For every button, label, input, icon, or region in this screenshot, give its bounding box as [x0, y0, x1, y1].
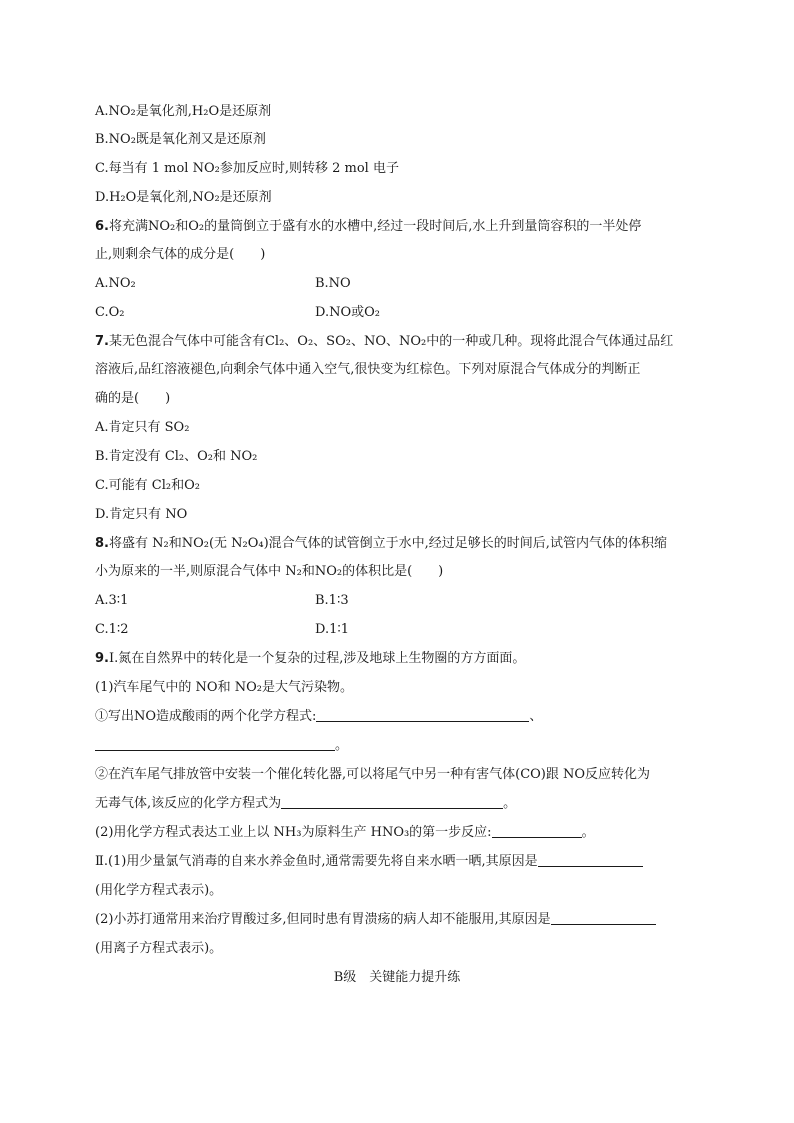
q8-stem-line1: [95, 535, 667, 553]
q9-p1-2-line1: ②在汽车尾气排放管中安装一个催化转化器,可以将尾气中另一种有害气体(CO)跟 NO反应转化为: [95, 767, 651, 782]
q9-part1-intro: Ⅰ.氮在自然界中的转化是一个复杂的过程,涉及地球上生物圈的方方面面。: [108, 651, 526, 666]
q6-stem-line2: 止,则剩余气体的成分是( ): [95, 247, 266, 262]
q7-stem-line1: [95, 333, 673, 351]
q9-p2: [95, 824, 595, 842]
q9-p1-1-cont: [95, 737, 348, 755]
answer-blank-2[interactable]: [95, 737, 335, 751]
q9-part2-2-line2: (用离子方程式表示)。: [95, 941, 223, 956]
q8-number: 8.: [95, 536, 109, 551]
q7-option-d: D.肯定只有 NO: [95, 507, 188, 522]
q9-p2-text: (2)用化学方程式表达工业上以 NH₃为原料生产 HNO₃的第一步反应:: [95, 825, 492, 840]
q6-options-row2: [95, 304, 380, 322]
q6-number: 6.: [95, 219, 109, 234]
q9-intro: [95, 650, 525, 668]
q7-number: 7.: [95, 334, 109, 349]
q6-stem-line1: [95, 218, 641, 236]
answer-blank-3[interactable]: [281, 795, 503, 809]
q8-option-d: D.1∶1: [315, 622, 350, 637]
q9-p1-2-line2: [95, 795, 516, 813]
q9-part2-1-text: Ⅱ.(1)用少量氯气消毒的自来水养金鱼时,通常需要先将自来水晒一晒,其原因是: [95, 854, 538, 869]
q8-stem-line2: 小为原来的一半,则原混合气体中 N₂和NO₂的体积比是( ): [95, 564, 444, 579]
q8-text-1: 将盛有 N₂和NO₂(无 N₂O₄)混合气体的试管倒立于水中,经过足够长的时间后,试管内气体的体积缩: [108, 536, 667, 551]
answer-blank-4[interactable]: [492, 824, 582, 838]
q9-number: 9.: [95, 651, 109, 666]
q9-part2-1-line2: (用化学方程式表示)。: [95, 883, 223, 898]
q9-p1-1: [95, 708, 542, 726]
q9-p1-1-end: 。: [335, 738, 349, 753]
q6-option-c: C.O₂: [95, 305, 125, 320]
q7-stem-line3: 确的是( ): [95, 391, 171, 406]
q9-part2-1-line1: [95, 853, 643, 871]
q9-p1-1-separator: 、: [529, 709, 543, 724]
q6-option-d: D.NO或O₂: [315, 305, 380, 320]
q9-part2-2-line1: [95, 911, 656, 929]
q7-stem-line2: 溶液后,品红溶液褪色,向剩余气体中通入空气,很快变为红棕色。下列对原混合气体成分的判断正: [95, 362, 641, 377]
q7-option-a: A.肯定只有 SO₂: [95, 420, 190, 435]
q9-part2-2-text: (2)小苏打通常用来治疗胃酸过多,但同时患有胃溃疡的病人却不能服用,其原因是: [95, 912, 551, 927]
answer-blank-1[interactable]: [316, 708, 529, 722]
q8-options-row1: [95, 592, 349, 610]
q5-option-d: D.H₂O是氧化剂,NO₂是还原剂: [95, 190, 272, 205]
q6-option-b: B.NO: [315, 276, 351, 291]
q7-option-c: C.可能有 Cl₂和O₂: [95, 478, 200, 493]
q8-option-c: C.1∶2: [95, 622, 129, 637]
q8-options-row2: [95, 621, 350, 639]
q6-option-a: A.NO₂: [95, 276, 136, 291]
q6-options-row1: [95, 275, 351, 293]
q8-option-a: A.3∶1: [95, 593, 129, 608]
section-b-heading: B级 关键能力提升练: [333, 970, 461, 985]
q6-text-1: 将充满NO₂和O₂的量筒倒立于盛有水的水槽中,经过一段时间后,水上升到量筒容积的一半处停: [108, 219, 642, 234]
q7-option-b: B.肯定没有 Cl₂、O₂和 NO₂: [95, 449, 258, 464]
q8-option-b: B.1∶3: [315, 593, 349, 608]
answer-blank-5[interactable]: [538, 853, 643, 867]
q9-p1: (1)汽车尾气中的 NO和 NO₂是大气污染物。: [95, 680, 353, 695]
q9-p2-end: 。: [581, 825, 595, 840]
q5-option-b: B.NO₂既是氧化剂又是还原剂: [95, 132, 266, 147]
q9-p1-2-text: 无毒气体,该反应的化学方程式为: [95, 796, 282, 811]
q5-option-c: C.每当有 1 mol NO₂参加反应时,则转移 2 mol 电子: [95, 161, 399, 176]
q9-p1-2-end: 。: [503, 796, 517, 811]
q5-option-a: A.NO₂是氧化剂,H₂O是还原剂: [95, 104, 272, 119]
q9-p1-1-text: ①写出NO造成酸雨的两个化学方程式:: [95, 709, 317, 724]
answer-blank-6[interactable]: [551, 911, 656, 925]
q7-text-1: 某无色混合气体中可能含有Cl₂、O₂、SO₂、NO、NO₂中的一种或几种。现将此混合气体通过品红: [108, 334, 674, 349]
